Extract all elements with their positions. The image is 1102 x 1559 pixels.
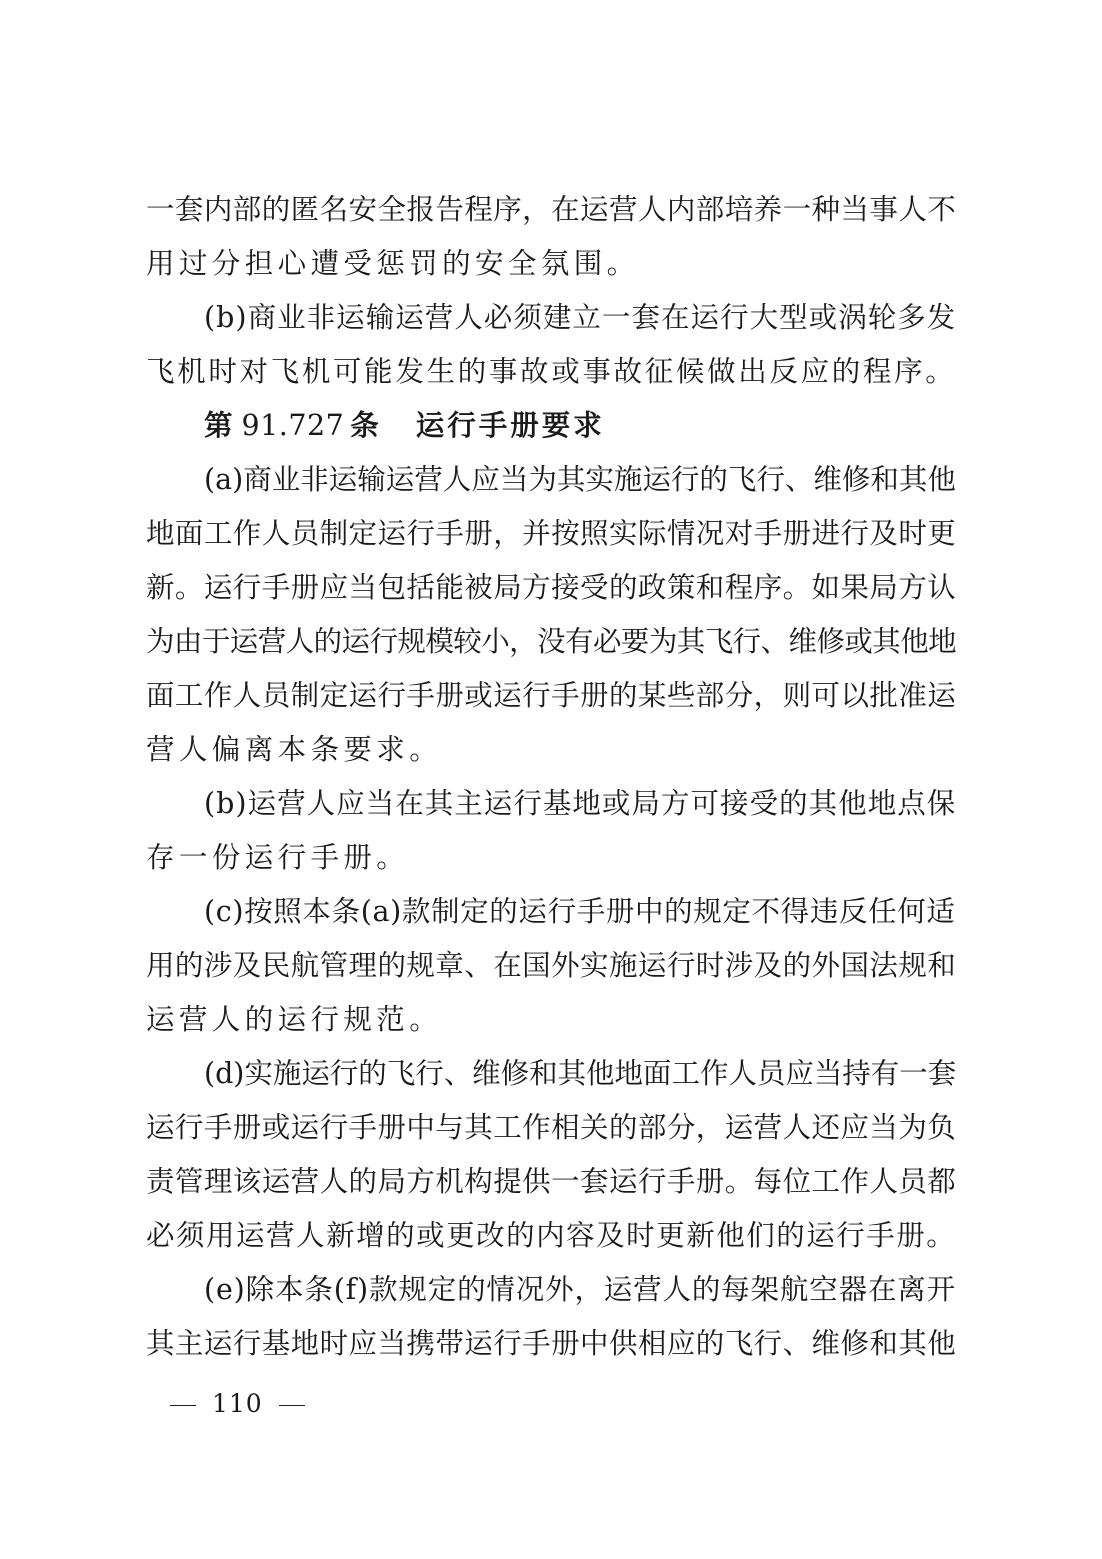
body-line: 必须用运营人新增的或更改的内容及时更新他们的运行手册。 xyxy=(146,1219,956,1252)
body-line: 营人偏离本条要求。 xyxy=(146,733,443,766)
page-footer xyxy=(170,1386,305,1422)
body-line: 其主运行基地时应当携带运行手册中供相应的飞行、维修和其他 xyxy=(146,1327,956,1360)
body-line: 一套内部的匿名安全报告程序，在运营人内部培养一种当事人不 xyxy=(146,193,956,226)
body-line: 用过分担心遭受惩罚的安全氛围。 xyxy=(146,247,640,280)
paragraph-first-line: (e)除本条(f)款规定的情况外，运营人的每架航空器在离开 xyxy=(204,1273,956,1306)
body-line: 面工作人员制定运行手册或运行手册的某些部分，则可以批准运 xyxy=(146,679,956,712)
body-line: 新。运行手册应当包括能被局方接受的政策和程序。如果局方认 xyxy=(146,571,956,604)
heading-number: 91.727 xyxy=(241,409,345,442)
paragraph-first-line: (d)实施运行的飞行、维修和其他地面工作人员应当持有一套 xyxy=(204,1057,956,1090)
heading-title: 运行手册要求 xyxy=(415,409,605,442)
body-line: 为由于运营人的运行规模较小，没有必要为其飞行、维修或其他地 xyxy=(146,625,956,658)
article-heading xyxy=(204,406,956,446)
paragraph-first-line: (b)商业非运输运营人必须建立一套在运行大型或涡轮多发 xyxy=(204,301,956,334)
body-line: 用的涉及民航管理的规章、在国外实施运行时涉及的外国法规和 xyxy=(146,949,956,982)
body-line: 存一份运行手册。 xyxy=(146,841,410,874)
heading-prefix: 第 xyxy=(204,409,236,442)
paragraph-first-line: (a)商业非运输运营人应当为其实施运行的飞行、维修和其他 xyxy=(204,463,956,496)
body-line: 责管理该运营人的局方机构提供一套运行手册。每位工作人员都 xyxy=(146,1165,956,1198)
dash-left xyxy=(170,1405,196,1406)
dash-right xyxy=(279,1405,305,1406)
body-line: 运行手册或运行手册中与其工作相关的部分，运营人还应当为负 xyxy=(146,1111,956,1144)
body-line: 飞机时对飞机可能发生的事故或事故征候做出反应的程序。 xyxy=(146,355,956,388)
body-line: 地面工作人员制定运行手册，并按照实际情况对手册进行及时更 xyxy=(146,517,956,550)
body-line: 运营人的运行规范。 xyxy=(146,1003,443,1036)
page-number: 110 xyxy=(212,1389,263,1418)
paragraph-first-line: (c)按照本条(a)款制定的运行手册中的规定不得违反任何适 xyxy=(204,895,956,928)
heading-suffix: 条 xyxy=(350,409,382,442)
paragraph-first-line: (b)运营人应当在其主运行基地或局方可接受的其他地点保 xyxy=(204,787,956,820)
